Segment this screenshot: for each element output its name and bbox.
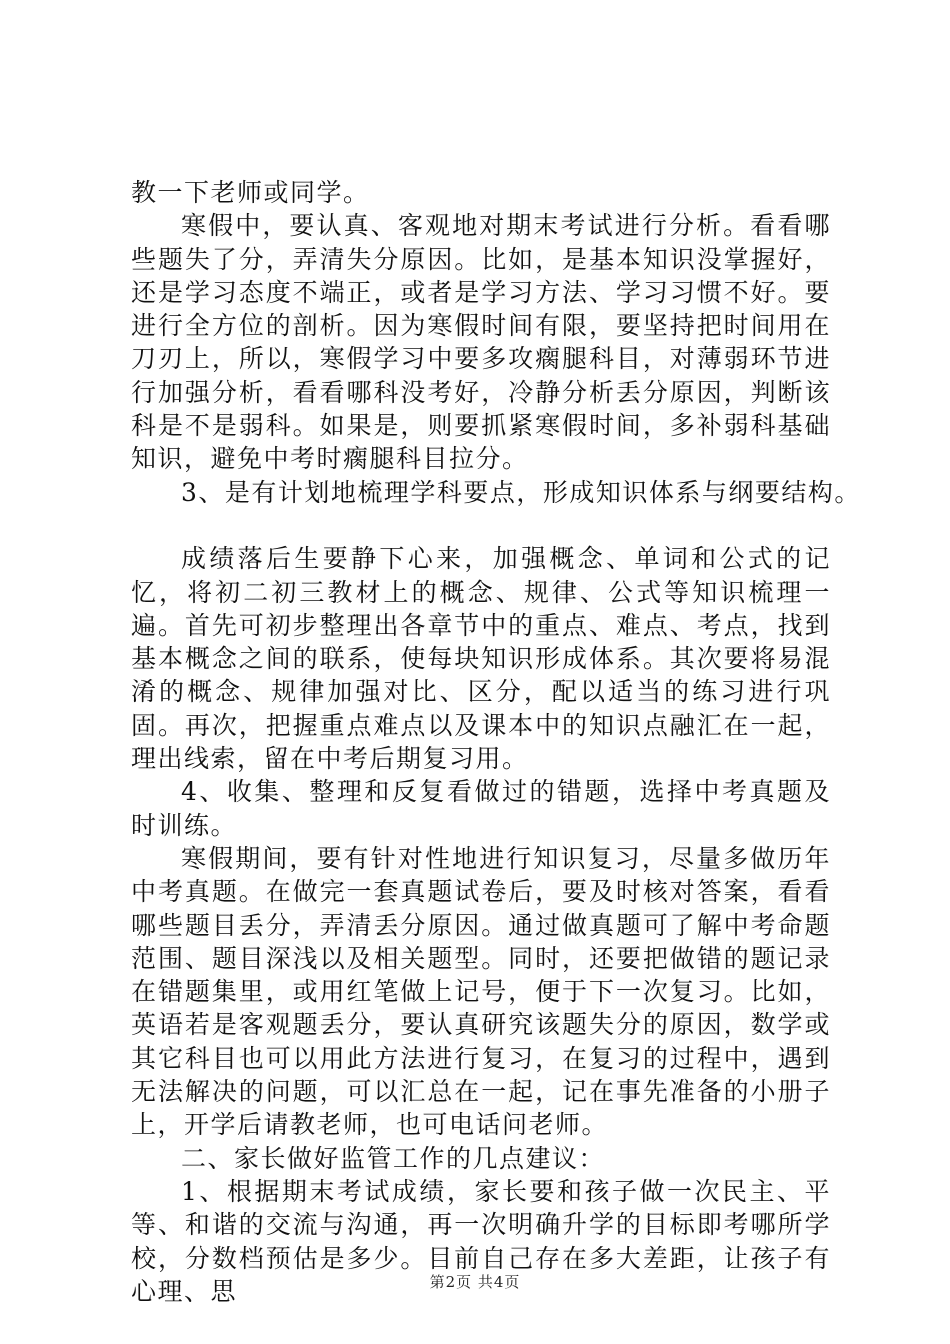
paragraph-exam-analysis: 寒假中，要认真、客观地对期末考试进行分析。看看哪些题失了分，弄清失分原因。比如，是基本知识没掌握好，还是学习态度不端正，或者是学习方法、学习习惯不好。要进行全方位的剖析。因为寒假时间有限，要坚持把时间用在刀刃上，所以，寒假学习中要多攻瘸腿科目，对薄弱环节进行加强分析，看看哪科没考好，冷静分析丢分原因，判断该科是不是弱科。如果是，则要抓紧寒假时间，多补弱科基础知识，避免中考时瘸腿科目拉分。 [131,211,831,474]
page-number-footer: 第2页 共4页 [429,1273,521,1291]
blank-line [131,509,831,542]
heading-point-4: 4、收集、整理和反复看做过的错题，选择中考真题及时训练。 [131,777,831,840]
paragraph-parent-point-1: 1、根据期末考试成绩，家长要和孩子做一次民主、平等、和谐的交流与沟通，再一次明确升学的目标即考哪所学校，分数档预估是多少。目前自己存在多大差距，让孩子有心理、思 [131,1176,831,1306]
heading-section-2: 二、家长做好监管工作的几点建议： [181,1143,606,1173]
heading-point-3: 3、是有计划地梳理学科要点，形成知识体系与纲要结构。 [181,477,861,507]
paragraph-past-exams: 寒假期间，要有针对性地进行知识复习，尽量多做历年中考真题。在做完一套真题试卷后，要及时核对答案，看看哪些题目丢分，弄清丢分原因。通过做真题可了解中考命题范围、题目深浅以及相关题型。同时，还要把做错的题记录在错题集里，或用红笔做上记号，便于下一次复习。比如，英语若是客观题丢分，要认真研究该题失分的原因，数学或其它科目也可以用此方法进行复习，在复习的过程中，遇到无法解决的问题，可以汇总在一起，记在事先准备的小册子上，开学后请教老师，也可电话问老师。 [131,843,831,1140]
paragraph-knowledge-review: 成绩落后生要静下心来，加强概念、单词和公式的记忆，将初二初三教材上的概念、规律、公式等知识梳理一遍。首先可初步整理出各章节中的重点、难点、考点，找到基本概念之间的联系，使每块知识形成体系。其次要将易混淆的概念、规律加强对比、区分，配以适当的练习进行巩固。再次，把握重点难点以及课本中的知识点融汇在一起，理出线索，留在中考后期复习用。 [131,544,831,774]
paragraph-continuation: 教一下老师或同学。 [131,178,370,207]
document-body [131,176,861,1308]
